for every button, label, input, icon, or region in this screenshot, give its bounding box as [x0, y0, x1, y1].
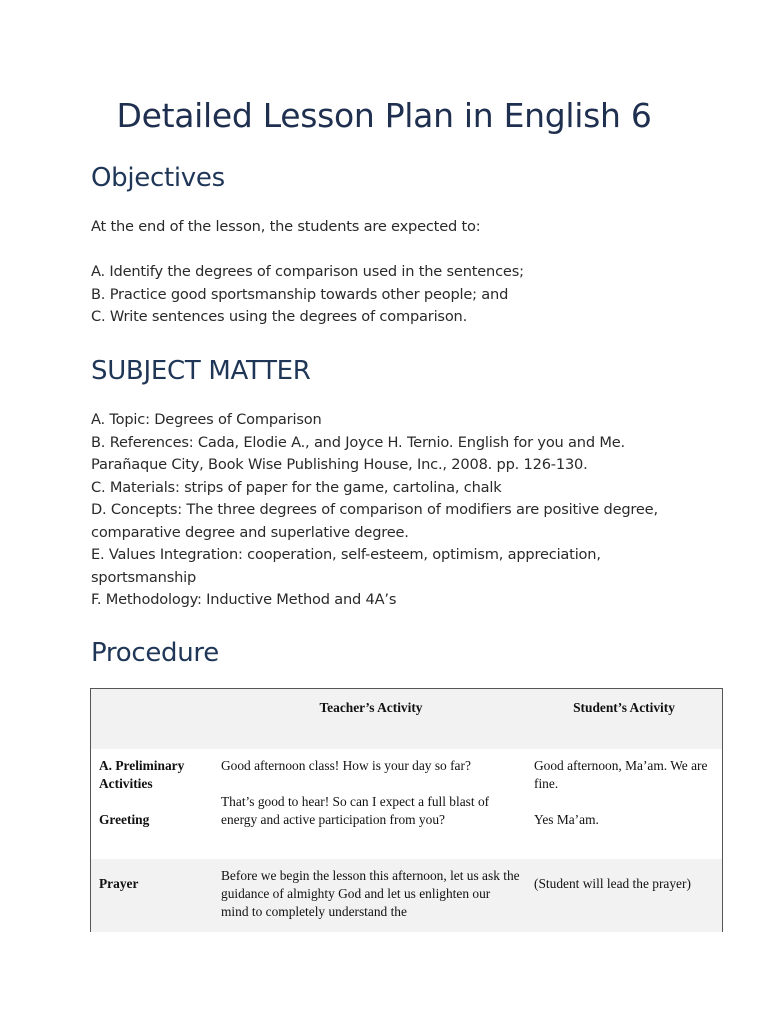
- procedure-table: [90, 688, 723, 932]
- teacher-line: Before we begin the lesson this afternoon, let us ask the guidance of almighty God and let us enlighten our mind to completely understand the: [221, 868, 520, 919]
- subject-item: F. Methodology: Inductive Method and 4A’s: [91, 591, 397, 608]
- student-line: Good afternoon, Ma’am. We are fine.: [534, 758, 708, 791]
- teacher-line: Good afternoon class! How is your day so far?: [221, 758, 471, 773]
- subject-item: A. Topic: Degrees of Comparison: [91, 411, 322, 428]
- table-row: [91, 859, 723, 932]
- objective-item: A. Identify the degrees of comparison used in the sentences;: [91, 263, 524, 280]
- objective-item: B. Practice good sportsmanship towards other people; and: [91, 285, 509, 303]
- document-title: Detailed Lesson Plan in English 6: [116, 96, 652, 135]
- objective-item: C. Write sentences using the degrees of comparison.: [91, 308, 468, 325]
- subject-item: D. Concepts: The three degrees of comparison of modifiers are positive degree, comparative degree and superlative degree.: [91, 501, 658, 541]
- row-sublabel: Greeting: [99, 812, 150, 827]
- student-line: Yes Ma’am.: [534, 812, 599, 827]
- subject-item: E. Values Integration: cooperation, self-esteem, optimism, appreciation, sportsmanship: [91, 546, 601, 586]
- subject-item: B. References: Cada, Elodie A., and Joyce H. Ternio. English for you and Me. Parañaque City, Book Wise Publishing House, Inc., 2008. pp. 126-130.: [91, 433, 625, 473]
- table-header-student: Student’s Activity: [573, 700, 675, 715]
- objectives-list: [91, 261, 691, 329]
- row-label: A. Preliminary Activities: [99, 758, 185, 791]
- row-label: Prayer: [99, 876, 139, 891]
- teacher-line: That’s good to hear! So can I expect a full blast of energy and active participation from you?: [221, 794, 490, 827]
- subject-matter-heading: SUBJECT MATTER: [91, 356, 311, 386]
- objectives-heading: Objectives: [91, 163, 225, 193]
- subject-matter-list: [91, 409, 681, 612]
- subject-item: C. Materials: strips of paper for the game, cartolina, chalk: [91, 478, 502, 496]
- table-header-teacher: Teacher’s Activity: [319, 700, 423, 715]
- table-row: [91, 749, 723, 859]
- objectives-intro: At the end of the lesson, the students are expected to:: [91, 218, 481, 235]
- student-line: (Student will lead the prayer): [534, 876, 691, 891]
- table-header-row: [91, 689, 723, 749]
- procedure-heading: Procedure: [91, 638, 219, 668]
